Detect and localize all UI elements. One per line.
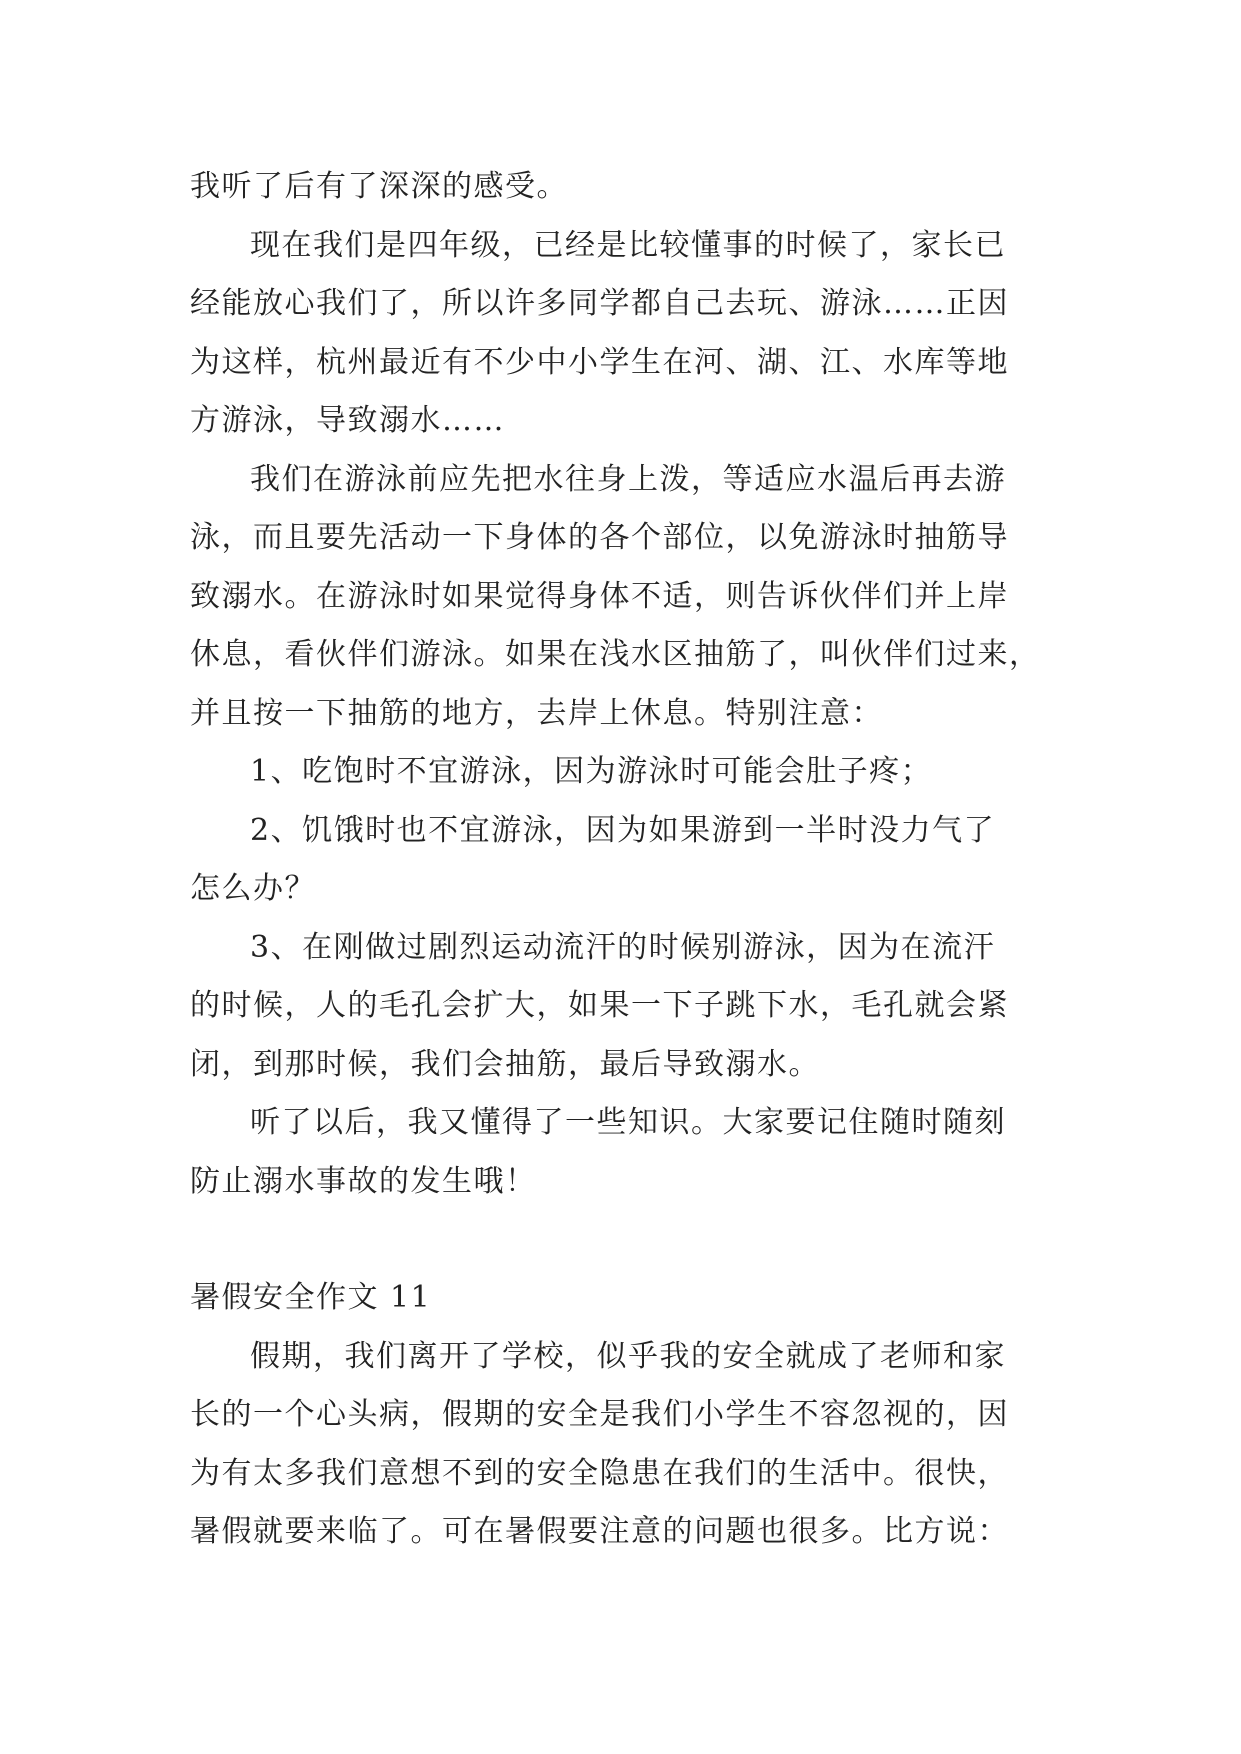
text-line: 的时候，人的毛孔会扩大，如果一下子跳下水，毛孔就会紧 [190, 988, 1009, 1023]
text-line: 经能放心我们了，所以许多同学都自己去玩、游泳……正因 [190, 286, 1009, 321]
text-line: 休息，看伙伴们游泳。如果在浅水区抽筋了，叫伙伴们过来， [190, 637, 1041, 672]
text-line: 怎么办？ [190, 871, 316, 906]
text-line: 3、在刚做过剧烈运动流汗的时候别游泳，因为在流汗 [250, 929, 996, 965]
text-line: 2、饥饿时也不宜游泳，因为如果游到一半时没力气了 [250, 812, 996, 848]
paragraph [190, 217, 1050, 451]
section-title: 暑假安全作文 11 [190, 1280, 432, 1315]
document-body [190, 158, 1050, 1562]
text-line: 为有太多我们意想不到的安全隐患在我们的生活中。很快， [190, 1455, 1009, 1491]
text-line: 致溺水。在游泳时如果觉得身体不适，则告诉伙伴们并上岸 [190, 578, 1009, 614]
paragraph [190, 451, 1050, 744]
text-line: 长的一个心头病，假期的安全是我们小学生不容忽视的，因 [190, 1397, 1009, 1432]
text-line: 现在我们是四年级，已经是比较懂事的时候了，家长已 [250, 227, 1006, 263]
text-line: 防止溺水事故的发生哦！ [190, 1163, 537, 1199]
text-line: 我听了后有了深深的感受。 [190, 169, 568, 204]
paragraph [190, 802, 1050, 919]
text-line: 暑假就要来临了。可在暑假要注意的问题也很多。比方说： [190, 1514, 1009, 1549]
section-paragraphs [190, 1328, 1050, 1562]
text-line: 并且按一下抽筋的地方，去岸上休息。特别注意： [190, 695, 883, 731]
text-line: 我们在游泳前应先把水往身上泼，等适应水温后再去游 [250, 461, 1006, 497]
text-line: 闭，到那时候，我们会抽筋，最后导致溺水。 [190, 1046, 820, 1082]
text-line: 听了以后，我又懂得了一些知识。大家要记住随时随刻 [250, 1105, 1006, 1140]
paragraph [190, 158, 1050, 217]
text-line: 假期，我们离开了学校，似乎我的安全就成了老师和家 [250, 1338, 1006, 1374]
paragraph [190, 743, 1050, 802]
text-line: 方游泳，导致溺水…… [190, 403, 505, 438]
essay-paragraphs [190, 158, 1050, 1211]
paragraph [190, 1328, 1050, 1562]
text-line: 泳，而且要先活动一下身体的各个部位，以免游泳时抽筋导 [190, 520, 1009, 555]
paragraph [190, 1094, 1050, 1211]
text-line: 1、吃饱时不宜游泳，因为游泳时可能会肚子疼； [250, 754, 933, 789]
text-line: 为这样，杭州最近有不少中小学生在河、湖、江、水库等地 [190, 344, 1009, 380]
paragraph [190, 919, 1050, 1095]
